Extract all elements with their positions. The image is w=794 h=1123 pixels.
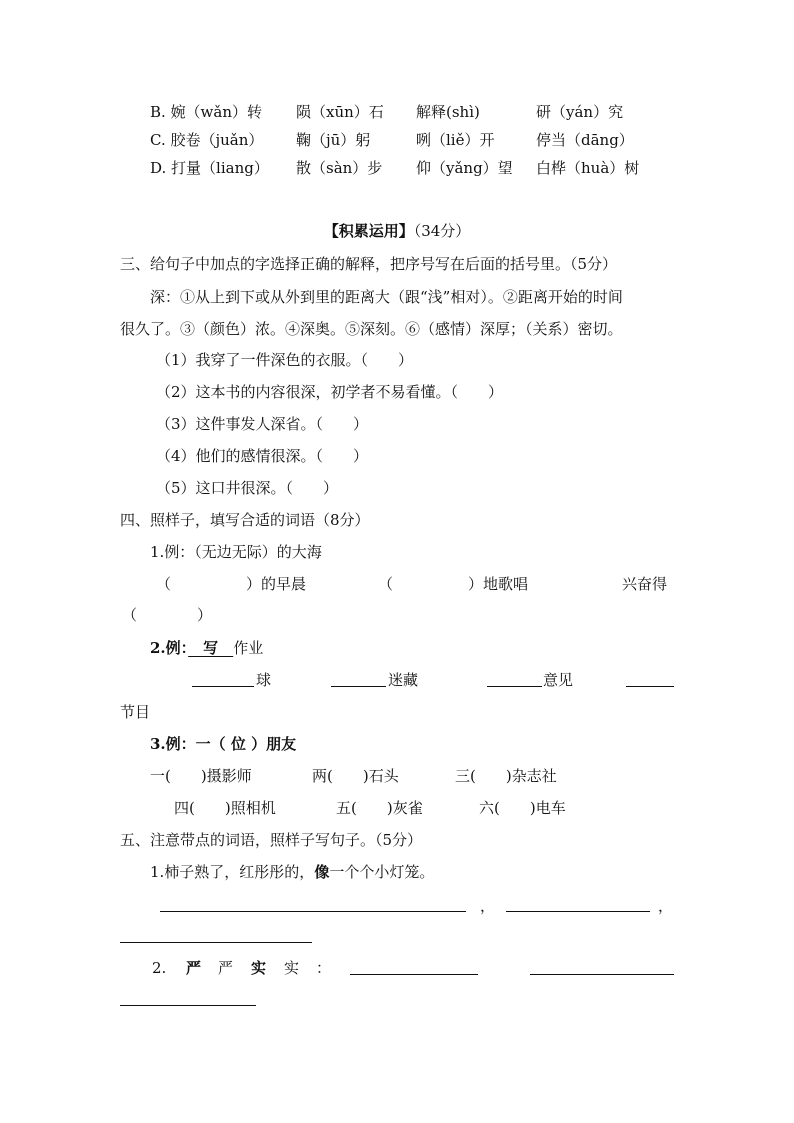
q5-s1-keyword: 像 xyxy=(314,863,330,881)
q4-ex1-item-1: （ ）的早晨 xyxy=(156,575,307,593)
q4-example-2 xyxy=(150,638,263,658)
section-title: 【积累运用】 xyxy=(323,222,414,240)
q3-definition-line1: 深：①从上到下或从外到里的距离大（跟“浅”相对）。②距离开始的时间 xyxy=(150,288,623,306)
q5-s1-blank-2[interactable] xyxy=(506,911,650,912)
q4-ex3-row2-item-3: 六( )电车 xyxy=(479,799,566,817)
q4-ex3-row1-item-3: 三( )杂志社 xyxy=(455,767,557,785)
q4-ex3-suffix: ）朋友 xyxy=(245,735,297,753)
q4-ex3-word: 位 xyxy=(230,735,246,753)
section-score: （34分） xyxy=(413,222,471,240)
q4-ex2-item-1: 球 xyxy=(256,671,272,689)
q4-ex2-blank-4[interactable] xyxy=(626,686,674,687)
q5-s2-char-2: 严 xyxy=(218,959,234,977)
q4-ex3-row2-item-2: 五( )灰雀 xyxy=(336,799,423,817)
q5-s1-blank-1[interactable] xyxy=(160,911,466,912)
option-b-3: 解释(shì) xyxy=(416,103,480,121)
option-c-3: 咧（liě）开 xyxy=(416,131,495,149)
q4-ex2-item-3: 意见 xyxy=(543,671,574,689)
q5-s2-blank-2[interactable] xyxy=(530,974,674,975)
q4-ex2-blank-2[interactable] xyxy=(331,686,386,687)
option-d-2: 散（sàn）步 xyxy=(296,159,383,177)
q5-s2-char-3: 实 xyxy=(251,959,267,977)
q5-s1-part-c: 一个个小灯笼。 xyxy=(329,863,435,881)
q5-title: 五、注意带点的词语，照样子写句子。（5分） xyxy=(120,831,423,849)
q4-ex2-item-2: 迷藏 xyxy=(388,671,419,689)
q5-s2-char-4: 实 xyxy=(284,959,300,977)
q5-sentence-1 xyxy=(150,862,434,882)
option-b-4: 研（yán）究 xyxy=(536,103,624,121)
option-c-4: 停当（dāng） xyxy=(536,131,634,149)
q4-ex2-wrap: 节目 xyxy=(120,703,151,721)
q3-item-5: （5）这口井很深。（ ） xyxy=(156,479,339,497)
q5-s1-comma-2: ， xyxy=(658,897,674,915)
q4-ex2-prefix: 2.例： xyxy=(150,639,189,657)
q4-ex2-blank-3[interactable] xyxy=(487,686,542,687)
q3-definition-line2: 很久了。③（颜色）浓。④深奥。⑤深刻。⑥（感情）深厚；（关系）密切。 xyxy=(120,320,623,338)
q3-title: 三、给句子中加点的字选择正确的解释，把序号写在后面的括号里。（5分） xyxy=(120,255,618,273)
q3-item-3: （3）这件事发人深省。（ ） xyxy=(156,415,369,433)
q5-s2-colon: ： xyxy=(316,959,332,977)
q4-ex1-item-3: 兴奋得 xyxy=(622,575,668,593)
q4-ex3-row1-item-1: 一( )摄影师 xyxy=(150,767,252,785)
q5-s2-blank-3[interactable] xyxy=(120,1005,256,1006)
option-b-1: B. 婉（wǎn）转 xyxy=(150,103,263,121)
q4-ex1-item-2: （ ）地歌唱 xyxy=(378,575,529,593)
q4-ex3-row2-item-1: 四( )照相机 xyxy=(174,799,276,817)
q5-s2-blank-1[interactable] xyxy=(350,974,478,975)
section-heading xyxy=(0,221,794,241)
q5-s2-char-1: 严 xyxy=(186,959,202,977)
q4-ex3-prefix: 3.例：一（ xyxy=(150,735,231,753)
q4-ex2-blank-1[interactable] xyxy=(192,686,254,687)
q4-example-3 xyxy=(150,734,296,754)
option-c-2: 鞠（jū）躬 xyxy=(296,131,371,149)
q4-ex2-suffix: 作业 xyxy=(233,639,264,657)
q4-example-1: 1.例：（无边无际）的大海 xyxy=(150,543,322,561)
option-d-1: D. 打量（liang） xyxy=(150,159,269,177)
q5-s2-number: 2. xyxy=(152,959,167,977)
q5-s1-part-a: 1.柿子熟了，红彤彤的， xyxy=(150,863,315,881)
option-c-1: C. 胶卷（juǎn） xyxy=(150,131,264,149)
q5-s1-comma-1: ， xyxy=(480,897,496,915)
q4-ex1-wrap: （ ） xyxy=(122,606,213,624)
q3-item-2: （2）这本书的内容很深，初学者不易看懂。（ ） xyxy=(156,383,504,401)
q3-item-4: （4）他们的感情很深。（ ） xyxy=(156,447,369,465)
option-b-2: 陨（xūn）石 xyxy=(296,103,384,121)
q4-ex3-row1-item-2: 两( )石头 xyxy=(312,767,399,785)
q3-item-1: （1）我穿了一件深色的衣服。（ ） xyxy=(156,351,414,369)
q4-title: 四、照样子，填写合适的词语（8分） xyxy=(120,511,370,529)
option-d-4: 白桦（huà）树 xyxy=(536,159,640,177)
option-d-3: 仰（yǎng）望 xyxy=(416,159,513,177)
q5-s1-blank-3[interactable] xyxy=(120,942,312,943)
q4-ex2-word: 写 xyxy=(188,639,234,657)
